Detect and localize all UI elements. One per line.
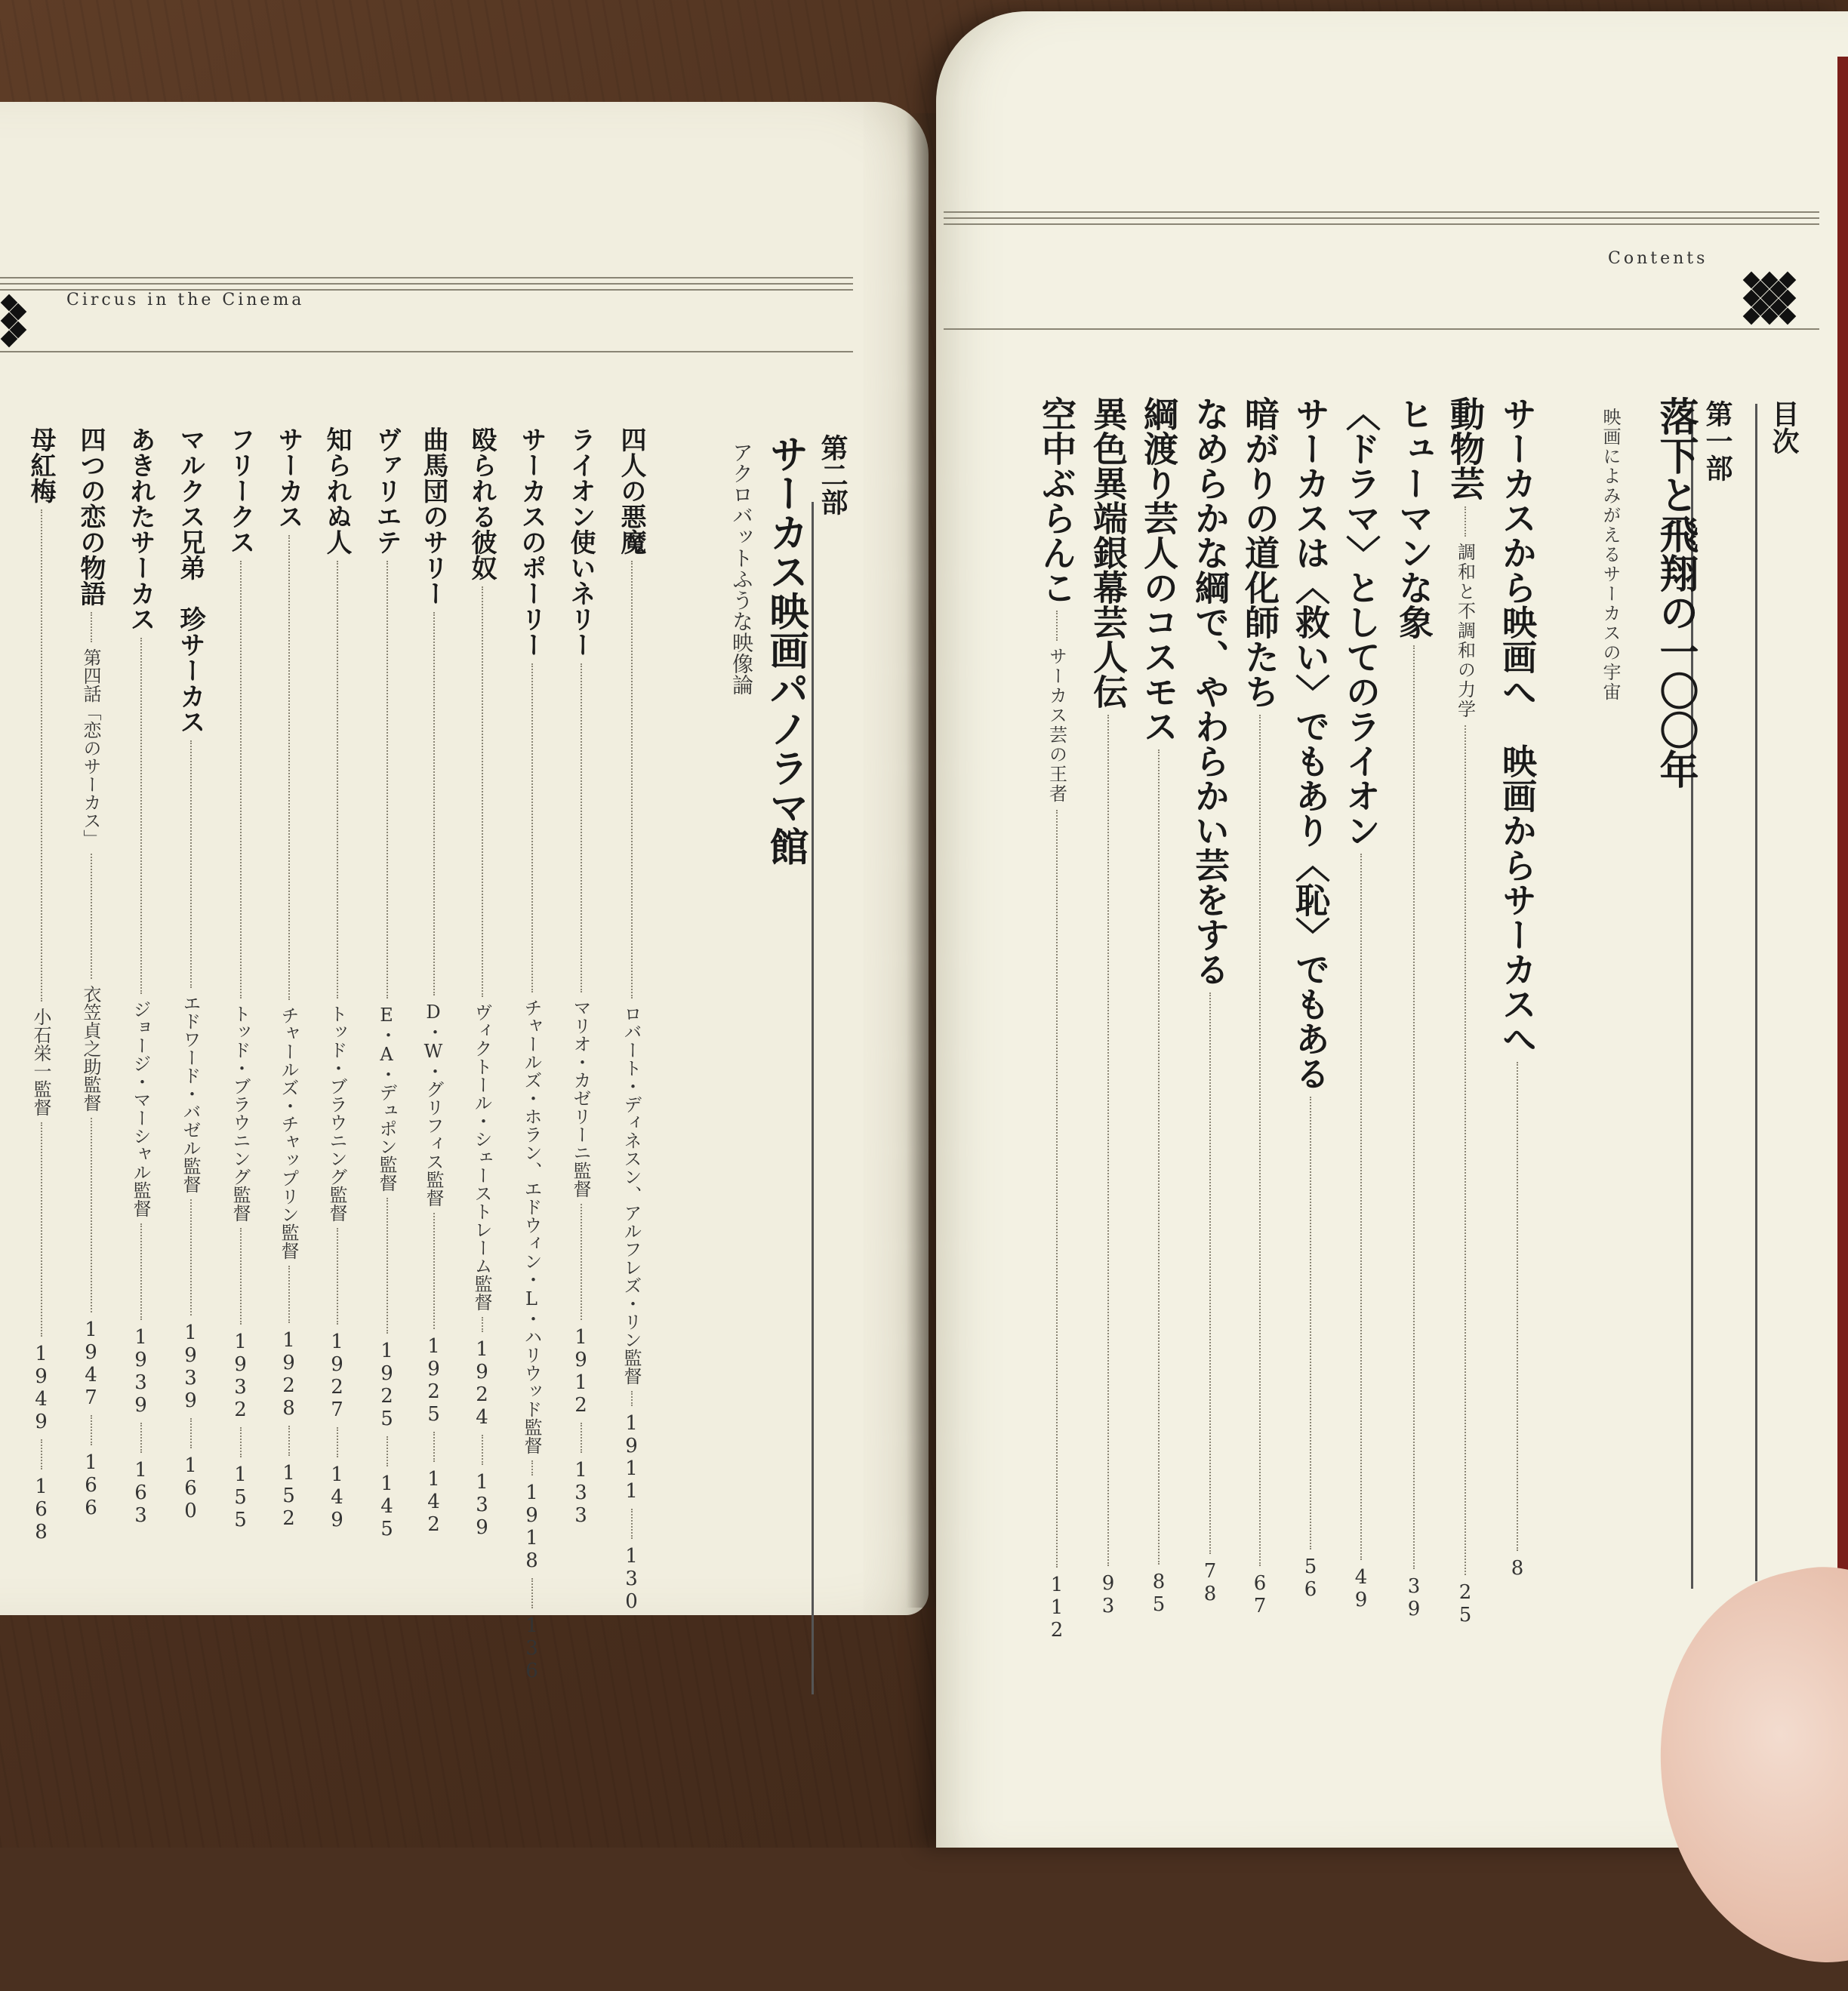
entry-title: ヴァリエテ bbox=[371, 426, 402, 555]
toc-entry bbox=[613, 426, 650, 1709]
part-label: 第二部 bbox=[817, 434, 849, 515]
leader-dots bbox=[288, 1426, 290, 1456]
entry-page: 149 bbox=[325, 1463, 349, 1531]
entry-year: 1932 bbox=[229, 1331, 252, 1421]
entry-year: 1924 bbox=[470, 1338, 494, 1429]
leader-dots bbox=[190, 740, 192, 988]
leader-dots bbox=[337, 561, 338, 999]
entry-director: E・A・デュポン監督 bbox=[376, 1005, 397, 1192]
entry-director: エドワード・バゼル監督 bbox=[180, 994, 201, 1193]
leader-dots bbox=[581, 1204, 582, 1320]
toc-entry bbox=[23, 426, 60, 1709]
entry-year: 1912 bbox=[569, 1326, 593, 1417]
toc-entry bbox=[1286, 396, 1335, 1642]
running-header: Circus in the Cinema bbox=[66, 291, 305, 309]
header-rule-bottom bbox=[944, 328, 1819, 330]
cover-edge bbox=[1837, 57, 1848, 1604]
entry-title: 綱渡り芸人のコスモス bbox=[1138, 396, 1179, 743]
entry-title: マルクス兄弟 珍サーカス bbox=[175, 426, 205, 734]
toc-entry bbox=[1032, 396, 1082, 1642]
toc-entry bbox=[172, 426, 209, 1709]
header-rule-top-2 bbox=[0, 283, 853, 285]
toc-label: 目次 bbox=[1768, 400, 1800, 454]
leader-dots bbox=[631, 1391, 633, 1406]
entry-year: 1939 bbox=[179, 1322, 202, 1412]
entry-page: 168 bbox=[29, 1476, 53, 1543]
entry-title: 知られぬ人 bbox=[322, 426, 352, 555]
leader-dots bbox=[482, 1317, 483, 1332]
entry-subtitle: 第四話「恋のサーカス」 bbox=[80, 648, 101, 848]
leader-dots bbox=[190, 1199, 192, 1316]
toc-entry bbox=[415, 426, 452, 1709]
leader-dots bbox=[1056, 810, 1058, 1568]
entry-director: トッド・ブラウニング監督 bbox=[229, 1005, 251, 1222]
leader-dots bbox=[41, 1439, 42, 1469]
leader-dots bbox=[91, 612, 92, 642]
entry-title: 母紅梅 bbox=[26, 426, 56, 503]
header-rule-top-3 bbox=[944, 223, 1819, 225]
entry-page: 155 bbox=[229, 1463, 252, 1531]
running-header: Contents bbox=[1608, 249, 1708, 268]
leader-dots bbox=[140, 1423, 142, 1453]
entry-page: 78 bbox=[1199, 1560, 1221, 1605]
leader-dots bbox=[1465, 725, 1466, 1575]
header-rule-top bbox=[0, 277, 853, 278]
toc-entry bbox=[222, 426, 259, 1709]
leader-dots bbox=[531, 1578, 533, 1608]
entry-title: サーカスのポーリー bbox=[516, 426, 547, 657]
entry-director: 小石栄一監督 bbox=[30, 1008, 51, 1116]
entry-page: 152 bbox=[277, 1462, 300, 1530]
entry-director: ロバート・ディネスン、アルフレズ・リン監督 bbox=[621, 1005, 642, 1385]
entry-title: サーカスから映画へ 映画からサーカスへ bbox=[1497, 396, 1538, 1056]
entry-title: サーカス bbox=[273, 426, 303, 529]
leader-dots bbox=[140, 1223, 142, 1320]
leader-dots bbox=[387, 1436, 388, 1466]
toc-label bbox=[1765, 400, 1803, 454]
entry-page: 136 bbox=[520, 1614, 544, 1682]
toc-entry bbox=[464, 426, 500, 1709]
leader-dots bbox=[433, 1432, 435, 1462]
entry-page: 56 bbox=[1299, 1556, 1322, 1601]
part-label: 第一部 bbox=[1702, 400, 1733, 482]
section-subtitle bbox=[726, 442, 756, 695]
toc-entry bbox=[1235, 396, 1285, 1642]
toc-entry bbox=[1134, 396, 1184, 1642]
leader-dots bbox=[1517, 1062, 1518, 1551]
leader-dots bbox=[1056, 611, 1058, 641]
section-title bbox=[1647, 396, 1704, 789]
section-subtitle: アクロバットふうな映像論 bbox=[729, 442, 754, 695]
leader-dots bbox=[190, 1418, 192, 1448]
toc-entry bbox=[1185, 396, 1235, 1642]
entry-director: 衣笠貞之助監督 bbox=[80, 985, 101, 1112]
leader-dots bbox=[1310, 1097, 1311, 1549]
entry-year: 1939 bbox=[129, 1326, 152, 1417]
entry-page: 163 bbox=[129, 1459, 152, 1527]
right-page bbox=[936, 11, 1848, 1848]
leader-dots bbox=[288, 1266, 290, 1323]
entry-title: ライオン使いネリー bbox=[565, 426, 596, 657]
entry-year: 1928 bbox=[277, 1329, 300, 1420]
leader-dots bbox=[433, 612, 435, 996]
leader-dots bbox=[288, 535, 290, 1000]
entry-page: 130 bbox=[620, 1545, 643, 1613]
leader-dots bbox=[531, 1460, 533, 1476]
entry-page: 139 bbox=[470, 1471, 494, 1539]
entry-title: 異色異端銀幕芸人伝 bbox=[1088, 396, 1129, 709]
toc-entry bbox=[72, 426, 109, 1709]
entry-title: フリークス bbox=[225, 426, 255, 555]
leader-dots bbox=[387, 561, 388, 999]
entry-director: トッド・ブラウニング監督 bbox=[326, 1005, 347, 1222]
header-rule-top-2 bbox=[944, 217, 1819, 219]
entry-page: 67 bbox=[1249, 1572, 1271, 1617]
leader-dots bbox=[433, 1213, 435, 1329]
toc-entry bbox=[1440, 396, 1490, 1642]
entry-director: チャールズ・チャップリン監督 bbox=[278, 1006, 299, 1260]
entry-year: 1911 bbox=[620, 1412, 643, 1503]
entry-page: 49 bbox=[1350, 1566, 1372, 1611]
leader-dots bbox=[140, 638, 142, 994]
entry-title: サーカスは〈救い〉でもあり〈恥〉でもある bbox=[1290, 396, 1331, 1091]
leader-dots bbox=[1107, 715, 1109, 1566]
part-label bbox=[814, 434, 852, 515]
section-subtitle bbox=[1597, 408, 1624, 702]
entry-title: 動物芸 bbox=[1445, 396, 1486, 500]
entry-title: 空中ぶらんこ bbox=[1036, 396, 1077, 605]
toc-entry bbox=[513, 426, 550, 1709]
leader-dots bbox=[240, 561, 242, 999]
leader-dots bbox=[1360, 854, 1362, 1560]
toc-entry bbox=[1492, 396, 1542, 1642]
entry-subtitle: サーカス芸の王者 bbox=[1046, 646, 1067, 804]
leader-dots bbox=[337, 1228, 338, 1325]
section-title: 落下と飛翔の一〇〇年 bbox=[1652, 396, 1699, 789]
entry-title: 〈ドラマ〉としてのライオン bbox=[1341, 396, 1381, 848]
entry-year: 1918 bbox=[520, 1482, 544, 1572]
entry-page: 25 bbox=[1454, 1581, 1477, 1626]
leader-dots bbox=[91, 1118, 92, 1312]
toc-entry bbox=[368, 426, 405, 1709]
entry-director: ヴィクトール・シェーストレーム監督 bbox=[471, 1003, 492, 1311]
toc-rule bbox=[1755, 404, 1757, 1581]
leader-dots bbox=[631, 561, 633, 999]
entry-page: 145 bbox=[375, 1472, 399, 1540]
entry-title: 殴られる彼奴 bbox=[467, 426, 497, 580]
leader-dots bbox=[581, 1423, 582, 1453]
entry-page: 39 bbox=[1403, 1575, 1425, 1620]
section-subtitle: 映画によみがえるサーカスの宇宙 bbox=[1600, 408, 1621, 702]
toc-entry bbox=[1389, 396, 1439, 1642]
entry-page: 8 bbox=[1506, 1557, 1529, 1580]
leader-dots bbox=[631, 1509, 633, 1539]
toc-entry bbox=[1336, 396, 1386, 1642]
entry-title: 暗がりの道化師たち bbox=[1240, 396, 1280, 709]
entry-page: 112 bbox=[1046, 1574, 1068, 1642]
toc-entry bbox=[319, 426, 356, 1709]
entry-year: 1927 bbox=[325, 1331, 349, 1421]
entry-subtitle: 調和と不調和の力学 bbox=[1454, 543, 1476, 719]
leader-dots bbox=[41, 509, 42, 1002]
entry-director: チャールズ・ホラン、エドウィン・L・ハリウッド監督 bbox=[521, 999, 542, 1454]
entry-title: あきれたサーカス bbox=[125, 426, 156, 632]
entry-title: なめらかな綱で、やわらかい芸をする bbox=[1190, 396, 1230, 986]
leader-dots bbox=[240, 1228, 242, 1325]
entry-title: 曲馬団のサリー bbox=[418, 426, 448, 606]
entry-page: 142 bbox=[422, 1468, 445, 1536]
leader-dots bbox=[531, 663, 533, 992]
entry-page: 85 bbox=[1147, 1571, 1170, 1616]
entry-year: 1925 bbox=[375, 1340, 399, 1430]
leader-dots bbox=[1209, 992, 1211, 1554]
leader-dots bbox=[387, 1198, 388, 1334]
leader-dots bbox=[581, 663, 582, 992]
entry-year: 1947 bbox=[79, 1319, 103, 1409]
entry-director: マリオ・カゼリーニ監督 bbox=[570, 999, 591, 1198]
header-rule-top bbox=[944, 211, 1819, 213]
leader-dots bbox=[1465, 506, 1466, 537]
entry-year: 1949 bbox=[29, 1343, 53, 1433]
toc-entry bbox=[122, 426, 159, 1709]
left-page bbox=[0, 102, 929, 1682]
header-rule-bottom bbox=[0, 351, 853, 352]
leader-dots bbox=[91, 854, 92, 979]
leader-dots bbox=[482, 1435, 483, 1465]
section-title: サーカス映画パノラマ館 bbox=[762, 434, 808, 866]
part-label bbox=[1699, 400, 1737, 482]
entry-director: ジョージ・マーシャル監督 bbox=[130, 1000, 151, 1217]
toc-entry bbox=[270, 426, 307, 1709]
entry-director: D・W・グリフィス監督 bbox=[423, 1002, 444, 1207]
leader-dots bbox=[337, 1427, 338, 1457]
section-title bbox=[757, 434, 814, 866]
entry-page: 133 bbox=[569, 1459, 593, 1527]
leader-dots bbox=[240, 1427, 242, 1457]
leader-dots bbox=[91, 1415, 92, 1445]
leader-dots bbox=[482, 586, 483, 997]
entry-page: 160 bbox=[179, 1454, 202, 1522]
entry-page: 93 bbox=[1097, 1572, 1120, 1617]
toc-entry bbox=[562, 426, 599, 1709]
leader-dots bbox=[1413, 645, 1415, 1569]
leader-dots bbox=[41, 1122, 42, 1337]
toc-entry bbox=[1083, 396, 1133, 1642]
leader-dots bbox=[1158, 749, 1160, 1565]
leader-dots bbox=[1259, 715, 1261, 1566]
entry-title: 四人の悪魔 bbox=[616, 426, 646, 555]
entry-title: 四つの恋の物語 bbox=[75, 426, 106, 606]
entry-title: ヒューマンな象 bbox=[1394, 396, 1434, 639]
entry-page: 166 bbox=[79, 1451, 103, 1519]
entry-year: 1925 bbox=[422, 1335, 445, 1426]
